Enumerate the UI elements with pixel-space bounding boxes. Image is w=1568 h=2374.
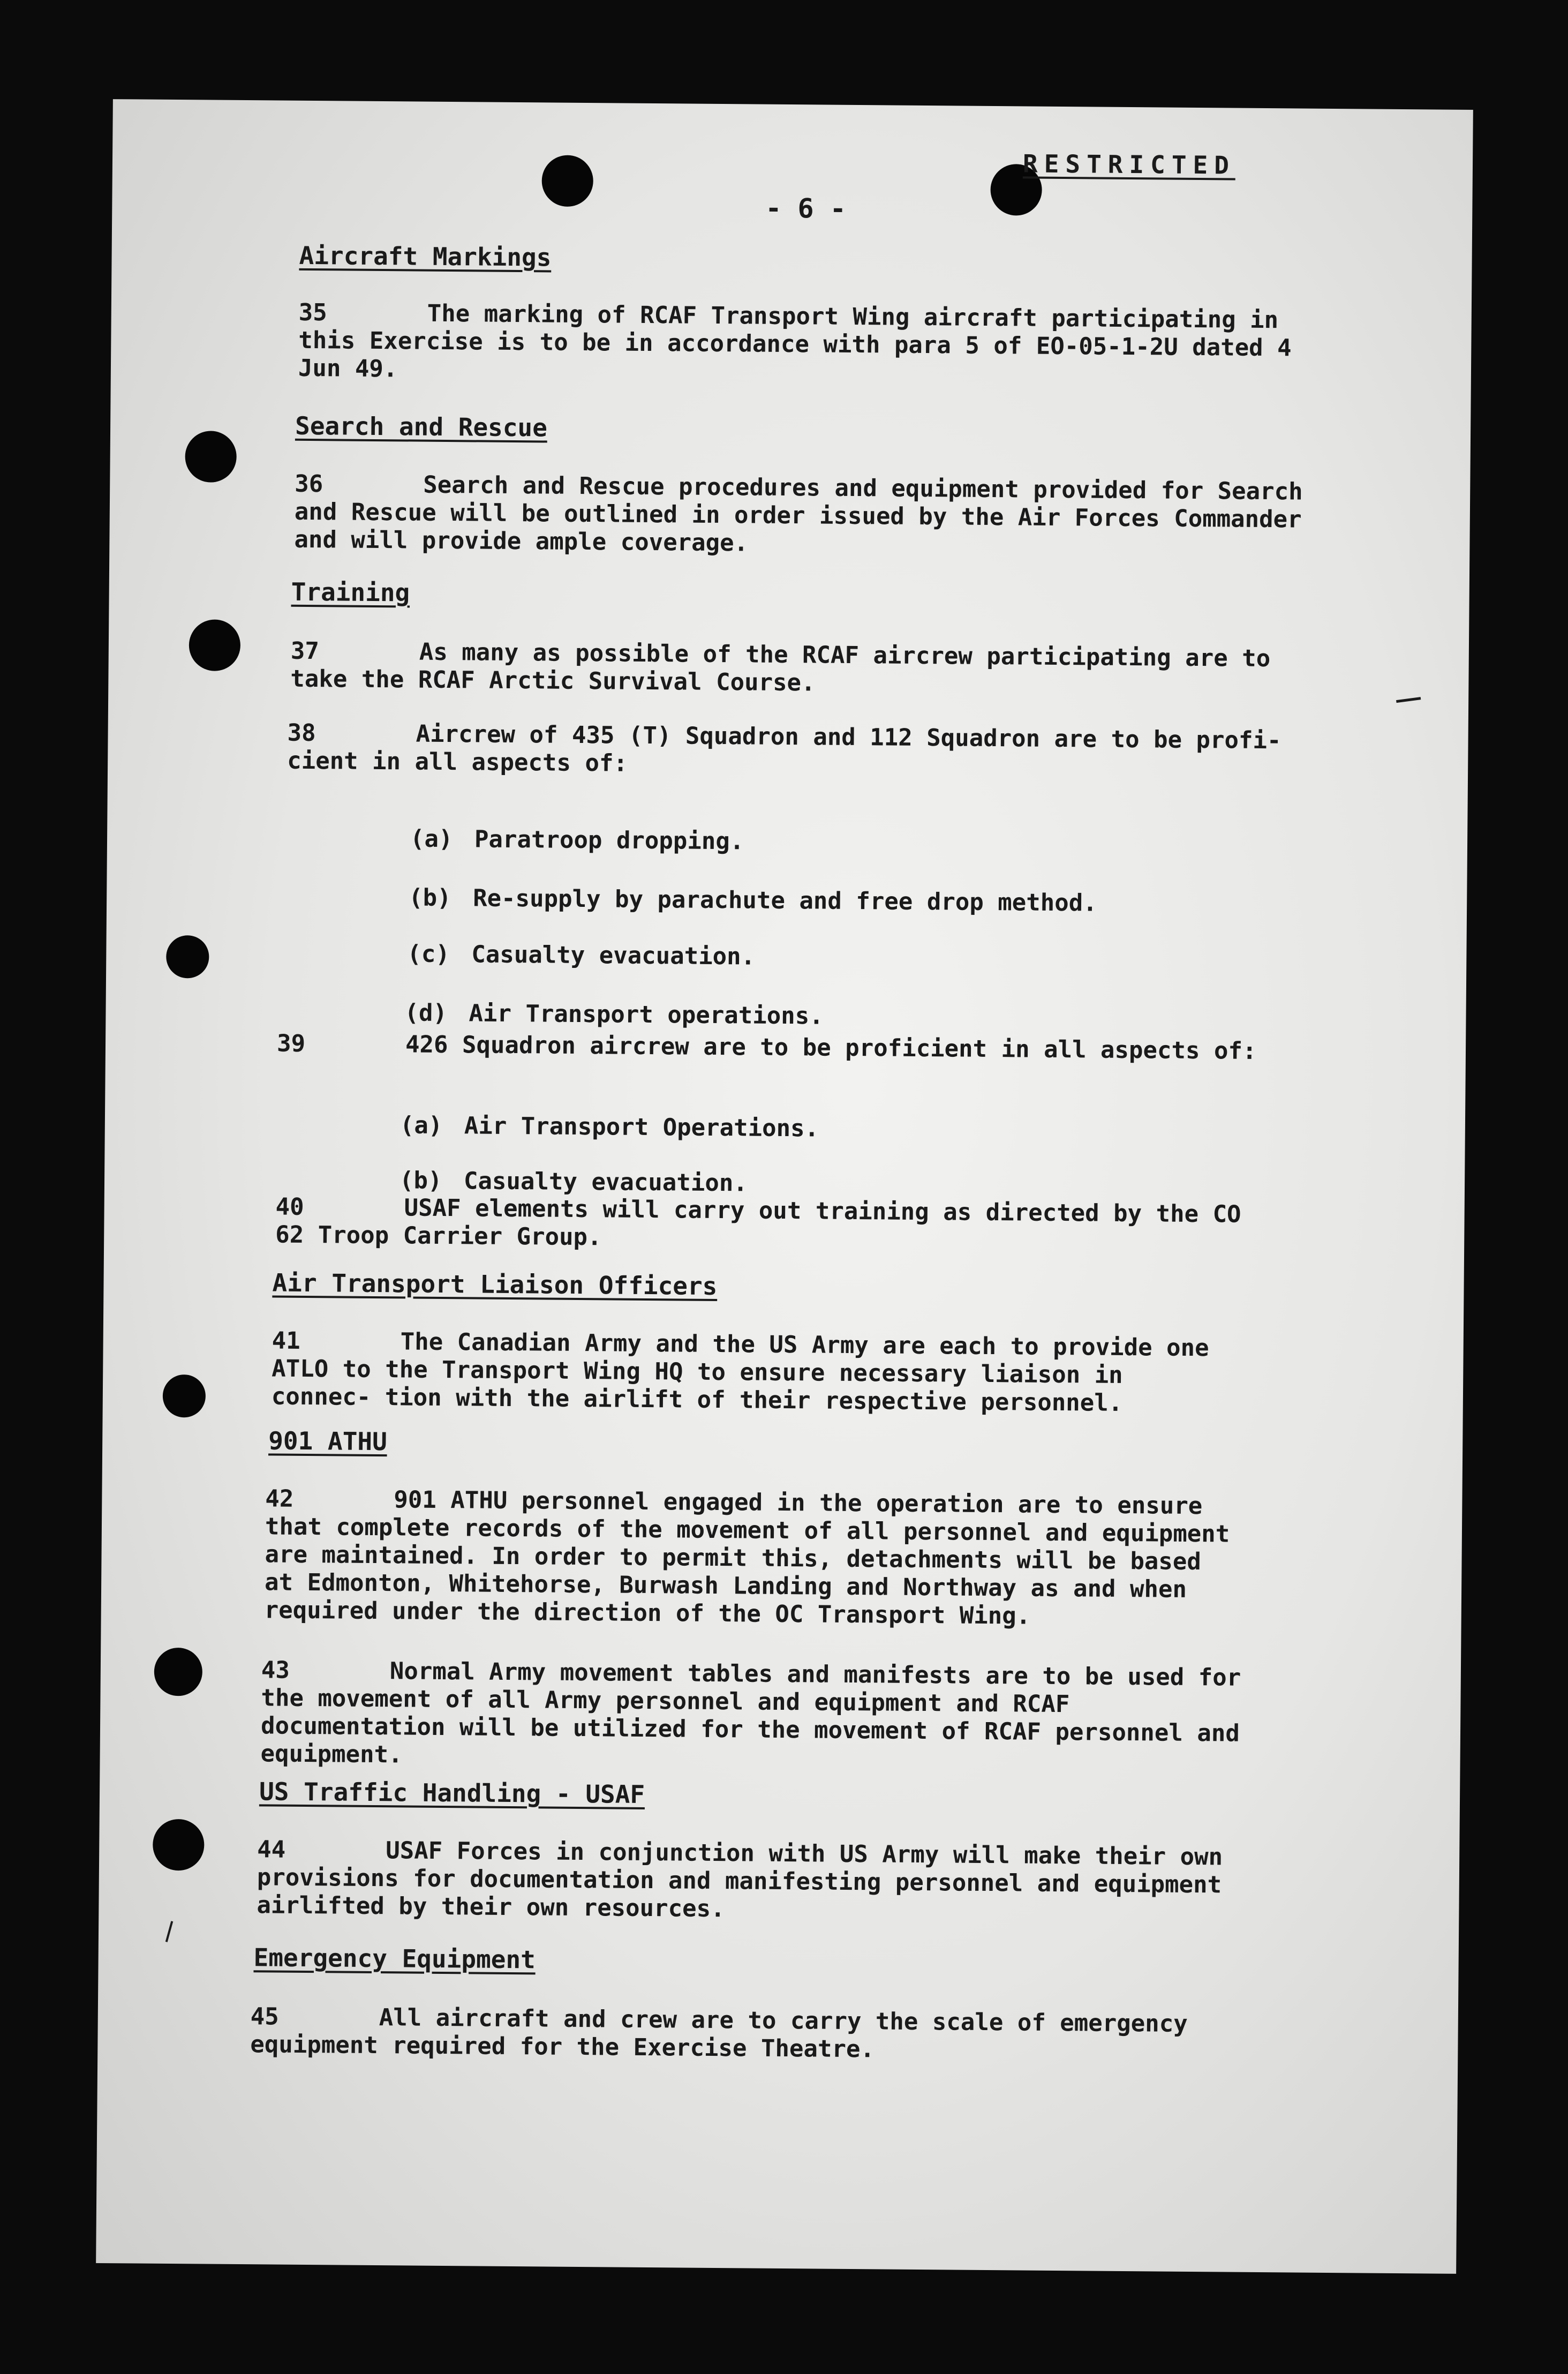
list-item-label: (a) — [410, 825, 453, 853]
paragraph-number: 45 — [250, 2003, 279, 2031]
list-item-label: (a) — [399, 1111, 443, 1139]
list-item-label: (d) — [404, 999, 448, 1027]
page-number: - 6 - — [765, 192, 847, 224]
document-page — [96, 99, 1473, 2274]
paragraph — [260, 1656, 1268, 1776]
paragraph-text: Normal Army movement tables and manifests are to be used for the movement of all Army personnel and equipment and RCAF documentation will be utilized for the movement of RCAF personnel and equipment. — [260, 1657, 1241, 1769]
paragraph-text: USAF elements will carry out training as directed by the CO 62 Troop Carrier Group. — [275, 1194, 1241, 1251]
list-item-text: Casualty evacuation. — [471, 941, 756, 971]
punch-hole — [166, 935, 209, 979]
stray-mark — [165, 1921, 174, 1942]
list-item-text: Re-supply by parachute and free drop method. — [472, 884, 1097, 917]
list-item-text: Air Transport Operations. — [464, 1112, 819, 1143]
paragraph-text: 901 ATHU personnel engaged in the operation are to ensure that complete records of the movement of all personnel and equipment are maintained. In order to permit this, detachments will be based at Edmonton, Whitehorse, Burwash Landing and Northway as and when required under the direction of the OC Transport Wing. — [264, 1486, 1230, 1630]
paragraph-number: 39 — [276, 1030, 306, 1057]
paragraph-number: 44 — [257, 1836, 286, 1864]
paragraph-number: 41 — [272, 1327, 300, 1355]
paragraph-text: The Canadian Army and the US Army are each to provide one ATLO to the Transport Wing HQ to ensure necessary liaison in connec- tion with the airlift of their respective personnel. — [271, 1328, 1209, 1417]
paragraph — [277, 1030, 1294, 1066]
paragraph-text: The marking of RCAF Transport Wing aircraft participating in this Exercise is to be in accordance with para 5 of EO-05-1-2U dated 4 Jun 49. — [298, 299, 1292, 383]
stray-mark — [1396, 697, 1421, 703]
paragraph — [298, 299, 1295, 390]
section-heading: US Traffic Handling - USAF — [259, 1777, 645, 1809]
section-heading: 901 ATHU — [268, 1426, 388, 1456]
paragraph-text: 426 Squadron aircrew are to be proficient in all aspects of: — [405, 1031, 1257, 1065]
paragraph — [272, 1327, 1236, 1418]
punch-hole — [185, 431, 237, 483]
list-item-text: Air Transport operations. — [469, 1000, 824, 1030]
list-item-label: (b) — [399, 1167, 442, 1194]
punch-hole — [541, 155, 593, 207]
paragraph — [275, 1193, 1256, 1257]
paragraph-text: Search and Rescue procedures and equipment provided for Search and Rescue will be outlined in order issued by the Air Forces Commander and will provide ample coverage. — [294, 471, 1303, 557]
section-heading: Air Transport Liaison Officers — [272, 1268, 718, 1301]
list-item-label: (c) — [407, 940, 450, 968]
paragraph — [290, 637, 1287, 701]
paragraph-number: 38 — [287, 719, 316, 747]
section-heading: Emergency Equipment — [253, 1943, 536, 1974]
punch-hole — [153, 1819, 205, 1871]
punch-hole — [189, 619, 241, 671]
paragraph-text: As many as possible of the RCAF aircrew participating are to take the RCAF Arctic Survival Course. — [290, 638, 1271, 697]
paragraph-number: 43 — [261, 1656, 290, 1684]
punch-hole — [154, 1648, 202, 1696]
paragraph — [287, 719, 1284, 783]
list-item-text: Casualty evacuation. — [463, 1167, 748, 1197]
paragraph — [294, 470, 1307, 562]
paragraph-text: All aircraft and crew are to carry the scale of emergency equipment required for the Exercise Theatre. — [250, 2004, 1188, 2063]
section-heading: Search and Rescue — [295, 411, 548, 442]
paragraph-number: 35 — [298, 298, 327, 327]
paragraph — [265, 1485, 1235, 1632]
paragraph-text: Aircrew of 435 (T) Squadron and 112 Squadron are to be profi- cient in all aspects of: — [287, 720, 1281, 777]
section-heading: Aircraft Markings — [299, 241, 552, 272]
paragraph-number: 37 — [290, 637, 320, 665]
paragraph — [257, 1836, 1226, 1927]
punch-hole — [163, 1374, 206, 1418]
classification-marking: RESTRICTED — [1022, 149, 1236, 180]
paragraph-number: 40 — [275, 1193, 304, 1221]
paragraph-number: 42 — [265, 1485, 294, 1513]
section-heading: Training — [291, 577, 410, 607]
list-item-text: Paratroop dropping. — [474, 825, 744, 855]
paragraph — [250, 2003, 1209, 2066]
paragraph-number: 36 — [295, 470, 323, 498]
list-item-label: (b) — [408, 884, 451, 912]
paragraph-text: USAF Forces in conjunction with US Army will make their own provisions for documentation and manifesting personnel and equipment airlifted by their own resources. — [257, 1837, 1223, 1923]
